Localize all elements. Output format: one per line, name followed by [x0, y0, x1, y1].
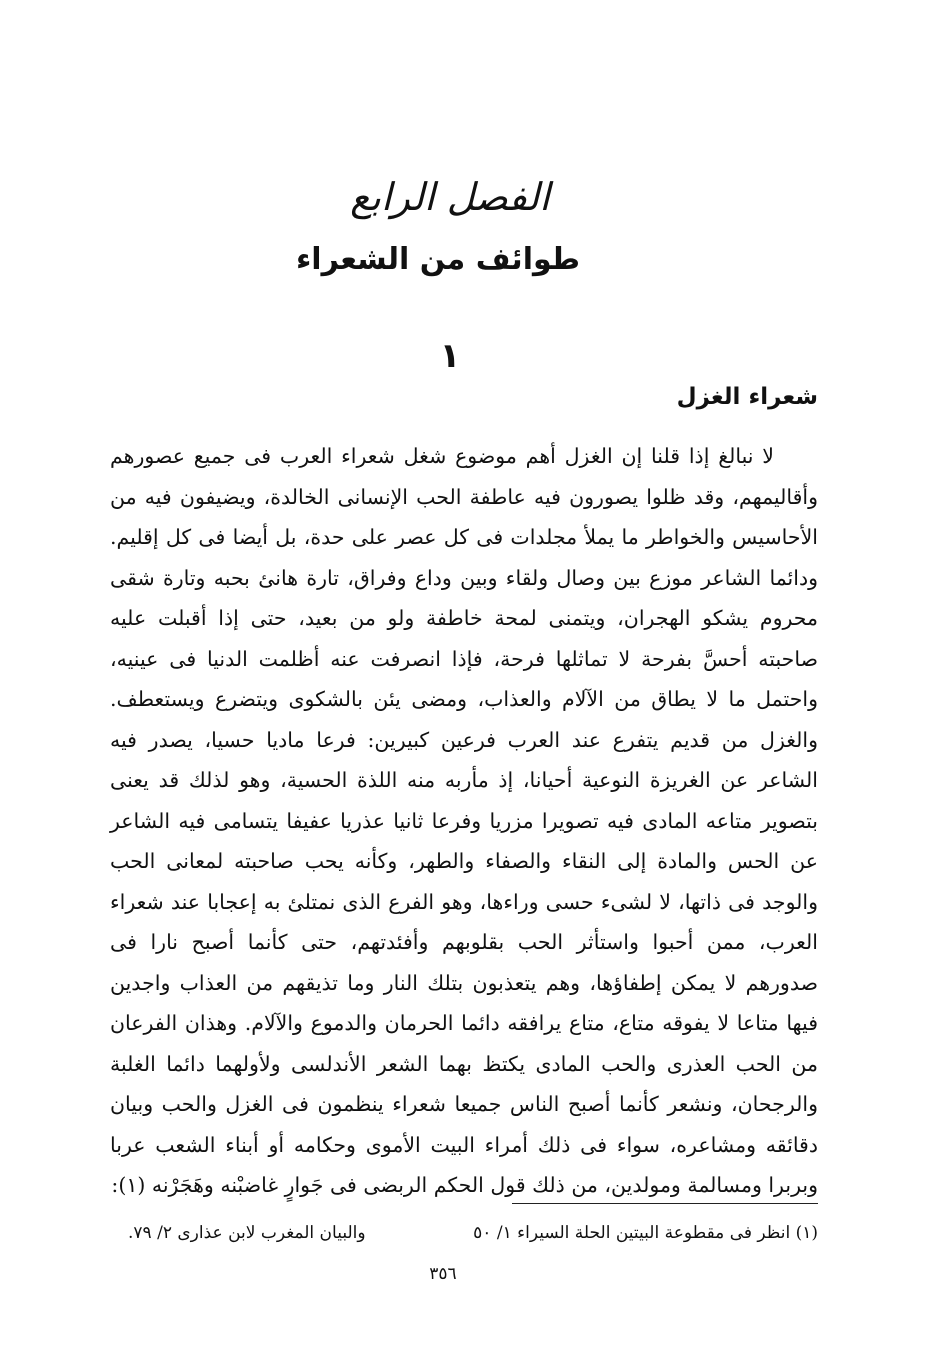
footnote-source-2: والبيان المغرب لابن عذارى ٢/ ٧٩.	[128, 1223, 366, 1243]
footnote	[128, 1221, 818, 1245]
page-number: ٣٥٦	[429, 1264, 457, 1284]
footnote-source-1: (١) انظر فى مقطوعة البيتين الحلة السيراء ١/ ٥٠	[473, 1223, 818, 1243]
footnote-divider	[512, 1203, 818, 1204]
section-number: ١	[439, 336, 461, 376]
section-heading: شعراء الغزل	[676, 384, 818, 410]
chapter-title: طوائف من الشعراء	[295, 242, 581, 277]
body-text: لا نبالغ إذا قلنا إن الغزل أهم موضوع شغل شعراء العرب فى جميع عصورهم وأقاليمهم، وقد ظلوا يصورون فيه عاطفة الحب الإنسانى الخالدة، ويضيفون فيه من الأحاسيس والخواطر ما يملأ مجلدات فى كل عصر على حدة، بل أيضا فى كل إقليم. ودائما الشاعر موزع بين وصال ولقاء وبين وداع وفراق، تارة هانئ بحبه وتارة شقى محروم يشكو الهجران، ويتمنى لمحة خاطفة ولو من بعيد، حتى إذا أقبلت عليه صاحبته أحسَّ بفرحة لا تماثلها فرحة، فإذا انصرفت عنه أظلمت الدنيا فى عينيه، واحتمل ما لا يطاق من الآلام والعذاب، ومضى يئن بالشكوى ويتضرع ويستعطف. والغزل من قديم يتفرع عند العرب فرعين كبيرين: فرعا ماديا حسيا، يصدر فيه الشاعر عن الغريزة النوعية أحيانا، إذ مأربه منه اللذة الحسية، وهو لذلك قد يعنى بتصوير متاعه المادى فيه تصويرا مزريا وفرعا ثانيا عذريا عفيفا يتسامى فيه الشاعر عن الحس والمادة إلى النقاء والصفاء والطهر، وكأنه يحب صاحبته لمعانى الحب والوجد فى ذاتها، لا لشىء حسى وراءها، وهو الفرع الذى نمتلئ به إعجابا عند شعراء العرب، ممن أحبوا واستأثر الحب بقلوبهم وأفئدتهم، حتى كأنما أصبح نارا فى صدورهم لا يمكن إطفاؤها، وهم يتعذبون بتلك النار وما تذيقهم من العذاب واجدين فيها متاعا لا يفوقه متاع، متاع يرافقه دائما الحرمان والدموع والآلام. وهذان الفرعان من الحب العذرى والحب المادى يكتظ بهما الشعر الأندلسى ولأولهما دائما الغلبة والرجحان، ونشعر كأنما أصبح الناس جميعا شعراء ينظمون فى الغزل والحب وبيان دقائقه ومشاعره، سواء فى ذلك أمراء البيت الأموى وحكامه أو أبناء الشعب عربا وبربرا ومسالمة ومولدين، من ذلك قول الحكم الربضى فى جَوارٍ غاضبْنه وهَجَرْنه	[110, 444, 818, 1197]
footnote-reference: (١):	[111, 1173, 146, 1197]
body-paragraph	[110, 436, 818, 1206]
chapter-label: الفصل الرابع	[350, 175, 550, 219]
